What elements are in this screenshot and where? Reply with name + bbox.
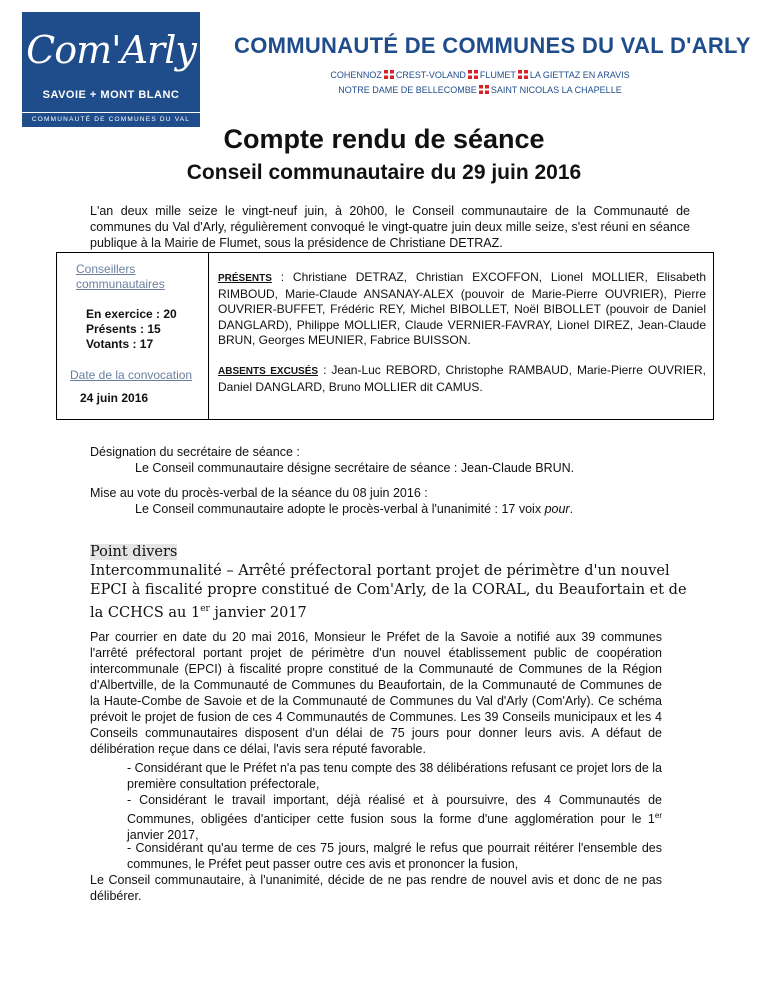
absent-label: ABSENTS EXCUSÉS	[218, 366, 319, 377]
present-list: : Christiane DETRAZ, Christian EXCOFFON, Lionel MOLLIER, Elisabeth RIMBOUD, Marie-Claude ANSANAY-ALEX (pouvoir de Marie-Pierre OUVRIER), Pierre OUVRIER-BUFFET, Frédéric REY, Michel BIBOLLET, Noël BIBOLLET (pouvoir de Daniel DANGLARD), Philippe MOLLIER, Claude VERNIER-FAVRAY, Lionel DIREZ, Jean-Claude BRUN, Georges MEUNIER, Fabrice BUISSON.	[218, 270, 706, 347]
decision-paragraph: Le Conseil communautaire, à l'unanimité, décide de ne pas rendre de nouvel avis et donc de ne pas délibérer.	[90, 873, 662, 903]
commune: FLUMET	[479, 70, 516, 80]
commune: NOTRE DAME DE BELLECOMBE	[338, 85, 477, 95]
savoie-flag-icon	[518, 70, 528, 79]
logo-band: COMMUNAUTÉ DE COMMUNES DU VAL D'ARLY	[22, 113, 200, 127]
minutes-text-italic: pour	[544, 502, 570, 516]
commune: SAINT NICOLAS LA CHAPELLE	[490, 85, 622, 95]
absent-members	[218, 363, 706, 395]
document-subtitle: Conseil communautaire du 29 juin 2016	[186, 161, 582, 184]
savoie-flag-icon	[479, 85, 489, 94]
minutes-heading: Mise au vote du procès-verbal de la séance du 08 juin 2016 :	[90, 486, 428, 500]
consideration-2-sup: er	[654, 811, 662, 820]
commune: CREST-VOLAND	[395, 70, 466, 80]
point-label	[90, 543, 177, 562]
intro-paragraph: L'an deux mille seize le vingt-neuf juin, à 20h00, le Conseil communautaire de la Communauté de communes du Val d'Arly, régulièrement convoqué le vingt-quatre juin deux mille seize, s'est réuni en séance publique à la Mairie de Flumet, sous la présidence de Christiane DETRAZ.	[90, 204, 690, 250]
present-count: Présents : 15	[86, 322, 161, 336]
present-members	[218, 270, 706, 349]
councillors-label-2: communautaires	[76, 277, 165, 291]
in-office-count: En exercice : 20	[86, 307, 177, 321]
logo-subtitle: SAVOIE + MONT BLANC	[42, 89, 180, 101]
secretary-text: Le Conseil communautaire désigne secrétaire de séance : Jean-Claude BRUN.	[135, 461, 575, 475]
point-paragraph: Par courrier en date du 20 mai 2016, Monsieur le Préfet de la Savoie a notifié aux 39 communes l'arrêté préfectoral portant projet de périmètre d'un nouvel établissement public de coopération intercommunale (EPCI) à fiscalité propre constitué de la Communauté de Communes de la Région d'Albertville, de la Communauté de Communes du Beaufortain, de la Communauté de Communes de la Haute-Combe de Savoie et de la Communauté de Communes du Val d'Arly (Com'Arly). Ce schéma prévoit le projet de fusion de ces 4 Communautés de Communes. Les 39 Conseils municipaux et les 4 Conseils communautaires disposent d'un délai de 75 jours pour donner leurs avis. A défaut de délibération reçue dans ce délai, l'avis sera réputé favorable.	[90, 630, 662, 756]
point-label-text: Point divers	[90, 544, 178, 560]
consideration-2	[127, 792, 662, 843]
present-label: PRÉSENTS	[218, 273, 272, 284]
convocation-date: 24 juin 2016	[80, 391, 149, 405]
point-title	[90, 562, 700, 623]
consideration-3: - Considérant qu'au terme de ces 75 jours, malgré le refus que pourrait réitérer l'ensemble des communes, le Préfet peut passer outre ces avis et prononcer la fusion,	[127, 841, 662, 871]
minutes-text	[135, 501, 695, 517]
councillors-label: Conseillers	[76, 262, 136, 276]
minutes-text-end: .	[569, 502, 574, 516]
logo-text: Com'Arly	[26, 28, 196, 72]
convocation-label: Date de la convocation	[70, 368, 193, 382]
point-title-end: janvier 2017	[209, 604, 307, 621]
point-title-main: Intercommunalité – Arrêté préfectoral portant projet de périmètre d'un nouvel EPCI à fiscalité propre constitué de Com'Arly, de la CORAL, du Beaufortain et de la CCHCS au 1	[90, 563, 687, 621]
commune: LA GIETTAZ EN ARAVIS	[529, 70, 630, 80]
voting-count: Votants : 17	[86, 337, 154, 351]
document-title: Compte rendu de séance	[223, 124, 545, 154]
logo	[22, 12, 200, 112]
communes-line-2	[300, 85, 660, 95]
organization-title: COMMUNAUTÉ DE COMMUNES DU VAL D'ARLY	[234, 33, 751, 58]
secretary-heading: Désignation du secrétaire de séance :	[90, 445, 300, 459]
savoie-flag-icon	[384, 70, 394, 79]
absent-list: : Jean-Luc REBORD, Christophe RAMBAUD, Marie-Pierre OUVRIER, Daniel DANGLARD, Bruno MOLLIER dit CAMUS.	[218, 363, 706, 394]
communes-line-1	[300, 70, 660, 80]
commune: COHENNOZ	[330, 70, 382, 80]
consideration-1: - Considérant que le Préfet n'a pas tenu compte des 38 délibérations refusant ce projet lors de la première consultation préfectorale,	[127, 761, 662, 791]
point-title-sup: er	[200, 604, 210, 614]
minutes-text-main: Le Conseil communautaire adopte le procès-verbal à l'unanimité : 17 voix	[135, 502, 545, 516]
savoie-flag-icon	[468, 70, 478, 79]
consideration-2-end: janvier 2017,	[127, 828, 199, 843]
table-divider	[208, 252, 209, 420]
consideration-2-main: - Considérant le travail important, déjà réalisé et à poursuivre, des 4 Communautés de Communes, obligées d'anticiper cette fusion sous la forme d'une agglomération pour le 1	[127, 793, 662, 827]
